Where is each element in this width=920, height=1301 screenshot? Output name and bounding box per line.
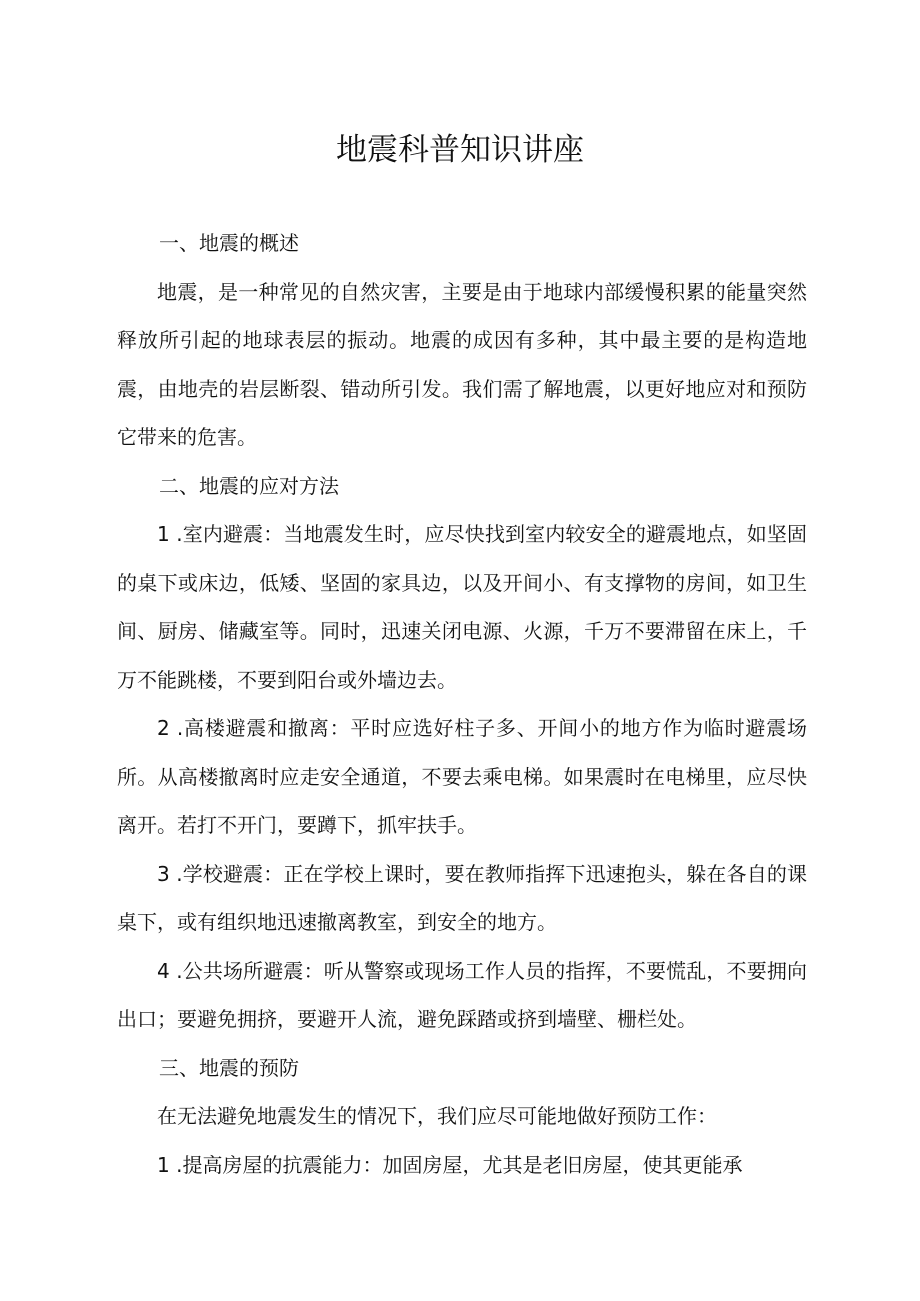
section-heading: 一、地震的概述 xyxy=(159,231,299,255)
paragraph: 在无法避免地震发生的情况下，我们应尽可能地做好预防工作： xyxy=(157,1104,717,1128)
paragraph: 3 .学校避震：正在学校上课时，要在教师指挥下迅速抱头，躲在各自的课桌下，或有组织地迅速撤离教室，到安全的地方。 xyxy=(117,861,807,934)
section-heading: 三、地震的预防 xyxy=(159,1055,299,1080)
paragraph: 地震，是一种常见的自然灾害，主要是由于地球内部缓慢积累的能量突然释放所引起的地球表层的振动。地震的成因有多种，其中最主要的是构造地震，由地壳的岩层断裂、错动所引发。我们需了解地震，以更好地应对和预防它带来的危害。 xyxy=(117,279,807,449)
section-heading: 二、地震的应对方法 xyxy=(159,473,339,498)
paragraph: 4 .公共场所避震：听从警察或现场工作人员的指挥，不要慌乱，不要拥向出口；要避免拥挤，要避开人流，避免踩踏或挤到墙壁、栅栏处。 xyxy=(117,958,807,1031)
page-title: 地震科普知识讲座 xyxy=(336,132,584,168)
paragraph: 1 .提高房屋的抗震能力：加固房屋，尤其是老旧房屋，使其更能承 xyxy=(157,1152,743,1177)
paragraph: 1 .室内避震：当地震发生时，应尽快找到室内较安全的避震地点，如坚固的桌下或床边，低矮、坚固的家具边，以及开间小、有支撑物的房间，如卫生间、厨房、储藏室等。同时，迅速关闭电源、火源，千万不要滞留在床上，千万不能跳楼，不要到阳台或外墙边去。 xyxy=(117,522,807,692)
document-body xyxy=(117,219,807,1189)
paragraph: 2 .高楼避震和撤离：平时应选好柱子多、开间小的地方作为临时避震场所。从高楼撤离时应走安全通道，不要去乘电梯。如果震时在电梯里，应尽快离开。若打不开门，要蹲下，抓牢扶手。 xyxy=(117,716,807,837)
